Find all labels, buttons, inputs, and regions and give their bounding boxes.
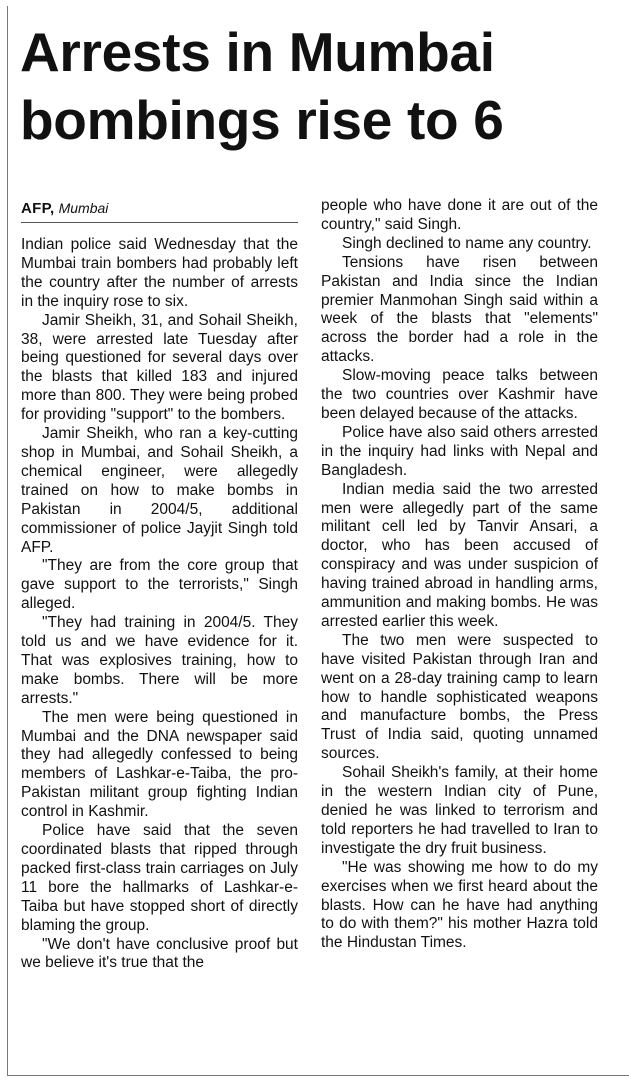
article-paragraph: "They had training in 2004/5. They told us and we have evidence for it. That was explosives training, how to make bombs. There will be more arrests."	[21, 614, 298, 707]
byline	[21, 198, 298, 223]
headline-line-2: bombings rise to 6	[20, 89, 504, 151]
article-paragraph: Indian media said the two arrested men were allegedly part of the same militant cell led by Tanvir Ansari, a doctor, who has been accused of conspiracy and was under suspicion of having trained abroad in handling arms, ammunition and making bombs. He was arrested earlier this week.	[321, 480, 598, 630]
article-paragraph: "We don't have conclusive proof but we believe it's true that the	[21, 935, 298, 972]
article-paragraph: Police have also said others arrested in the inquiry had links with Nepal and Bangladesh.	[321, 423, 598, 479]
article-paragraph: Indian police said Wednesday that the Mumbai train bombers had probably left the country after the number of arrests in the inquiry rose to six.	[21, 236, 298, 310]
article-paragraph: "He was showing me how to do my exercises when we first heard about the blasts. How can he have had anything to do with them?" his mother Hazra told the Hindustan Times.	[321, 858, 598, 952]
article-paragraph: Jamir Sheikh, 31, and Sohail Sheikh, 38, were arrested late Tuesday after being questioned for several days over the blasts that killed 183 and injured more than 800. They were being probed for providing "support" to the bombers.	[21, 311, 298, 424]
article-paragraph: The two men were suspected to have visited Pakistan through Iran and went on a 28-day training camp to learn how to handle sophisticated weapons and manufacture bombs, the Press Trust of India said, quoting unnamed sources.	[321, 631, 598, 763]
article-paragraph: Singh declined to name any country.	[342, 234, 592, 252]
byline-place: Mumbai	[58, 200, 109, 216]
bottom-rule	[7, 1075, 629, 1076]
article-paragraph: Sohail Sheikh's family, at their home in the western Indian city of Pune, denied he was linked to terrorism and told reporters he had travelled to Iran to investigate the dry fruit business.	[321, 764, 598, 857]
article-paragraph: people who have done it are out of the country," said Singh.	[321, 197, 598, 233]
byline-agency: AFP,	[21, 200, 55, 217]
article-paragraph: Tensions have risen between Pakistan and India since the Indian premier Manmohan Singh said within a week of the blasts that "elements" across the border had a role in the attacks.	[321, 253, 598, 366]
article-paragraph: Slow-moving peace talks between the two countries over Kashmir have been delayed because of the attacks.	[321, 367, 598, 422]
article-paragraph: "They are from the core group that gave support to the terrorists," Singh alleged.	[21, 557, 298, 613]
article-paragraph: Police have said that the seven coordinated blasts that ripped through packed first-class train carriages on July 11 bore the hallmarks of Lashkar-e-Taiba but have stopped short of directly blaming the group.	[21, 822, 298, 934]
article-column-left	[21, 236, 298, 973]
headline-line-1: Arrests in Mumbai	[20, 21, 495, 83]
article-column-right	[321, 197, 598, 953]
left-column-rule	[7, 6, 8, 1076]
article-paragraph: The men were being questioned in Mumbai and the DNA newspaper said they had allegedly confessed to being members of Lashkar-e-Taiba, the pro-Pakistan militant group fighting Indian control in Kashmir.	[21, 708, 298, 821]
headline	[20, 18, 620, 154]
article-paragraph: Jamir Sheikh, who ran a key-cutting shop in Mumbai, and Sohail Sheikh, a chemical engineer, were allegedly trained on how to make bombs in Pakistan in 2004/5, additional commissioner of police Jayjit Singh told AFP.	[21, 425, 298, 556]
